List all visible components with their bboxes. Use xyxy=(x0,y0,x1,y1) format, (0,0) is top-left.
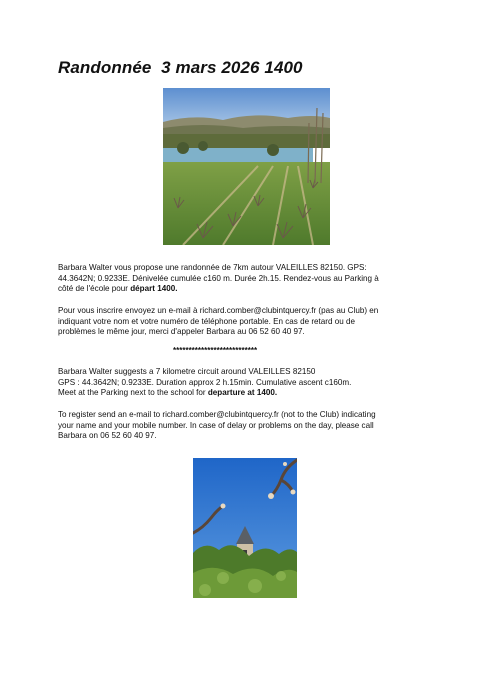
french-reg-line1: Pour vous inscrire envoyez un e-mail à richard.comber@clubintquercy.fr (pas au Club) en xyxy=(58,306,379,315)
page-title: Randonnée 3 mars 2026 1400 xyxy=(58,58,303,77)
french-intro-line1: Barbara Walter vous propose une randonnée de 7km autour VALEILLES 82150. GPS: xyxy=(58,263,367,272)
church-photo-drawing xyxy=(193,458,297,598)
vineyard-photo xyxy=(163,88,330,245)
french-reg-line3: problèmes le même jour, merci d'appeler Barbara au 06 52 60 40 97. xyxy=(58,327,305,337)
vineyard-photo-drawing xyxy=(163,88,330,245)
english-intro-line2: GPS : 44.3642N; 0.9233E. Duration approx 2 h.15min. Cumulative ascent c160m. xyxy=(58,377,352,387)
english-intro-line1: Barbara Walter suggests a 7 kilometre circuit around VALEILLES 82150 xyxy=(58,367,316,376)
english-intro-line3: Meet at the Parking next to the school for xyxy=(58,388,208,398)
french-registration-paragraph xyxy=(58,306,423,338)
french-intro-paragraph xyxy=(58,263,423,295)
section-separator: *************************** xyxy=(173,346,258,355)
church-photo xyxy=(193,458,297,598)
english-departure-time: departure at 1400. xyxy=(207,388,278,398)
english-reg-line2: your name and your mobile number. In case of delay or problems on the day, please call xyxy=(58,420,374,430)
english-registration-paragraph xyxy=(58,410,423,442)
english-intro-paragraph xyxy=(58,367,423,399)
english-reg-line3: Barbara on 06 52 60 40 97. xyxy=(58,431,157,441)
french-intro-line3: côté de l'école pour xyxy=(58,284,131,294)
french-reg-line2: indiquant votre nom et votre numéro de téléphone portable. En cas de retard ou de xyxy=(58,316,355,326)
french-departure-time: départ 1400. xyxy=(130,284,178,294)
english-reg-line1: To register send an e-mail to richard.comber@clubintquercy.fr (not to the Club) indicating xyxy=(58,410,376,419)
french-intro-line2: 44.3642N; 0.9233E. Dénivelée cumulée c160 m. Durée 2h.15. Rendez-vous au Parking à xyxy=(58,273,379,283)
